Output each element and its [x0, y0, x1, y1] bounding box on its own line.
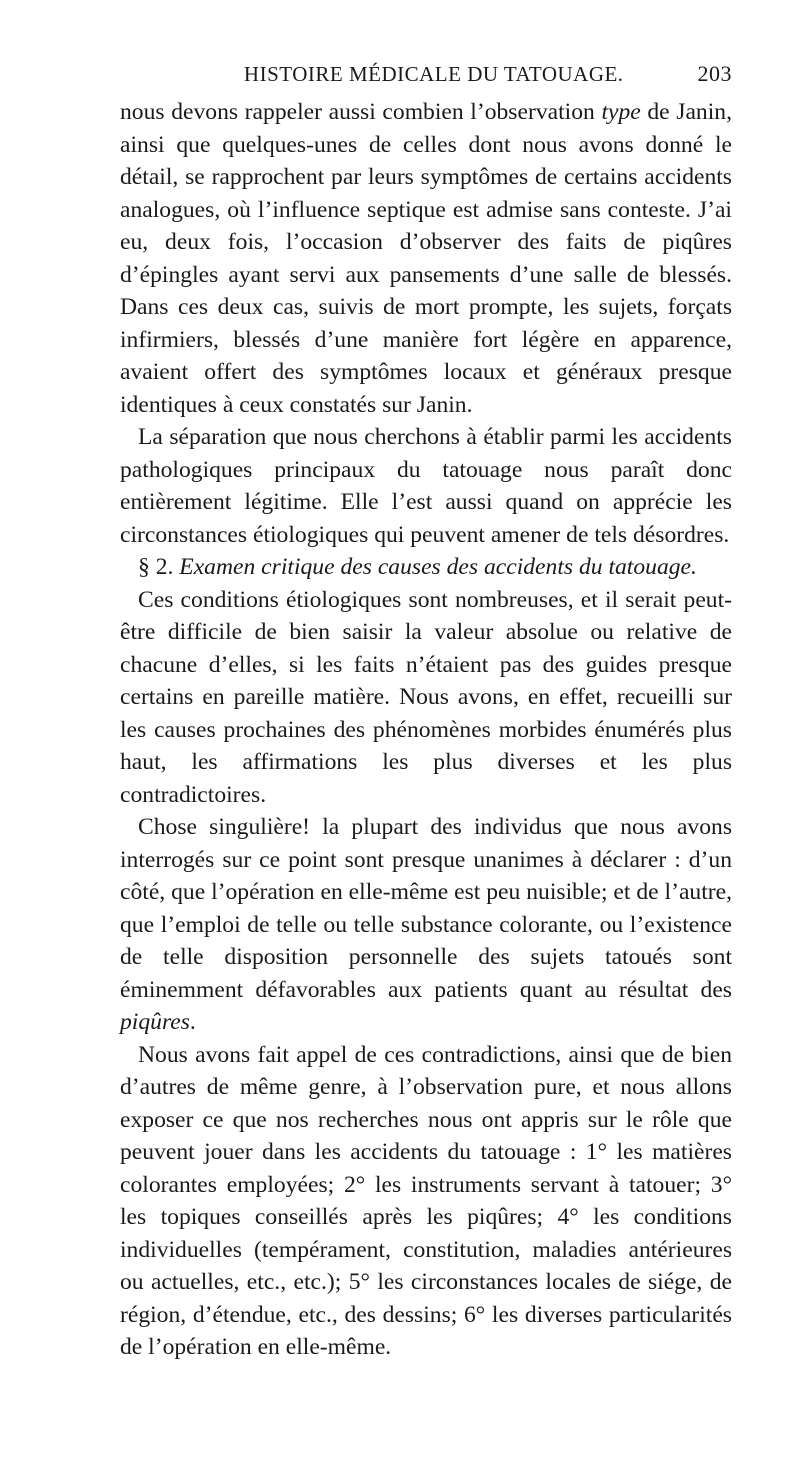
paragraph-1: [120, 96, 732, 421]
page-number: 203: [697, 61, 732, 86]
paragraph-3: Ces conditions étiologiques sont nombreuses, et il serait peut-être difficile de bien saisir la valeur absolue ou relative de chacune d’elles, si les faits n’étaient pas des guides presque certains en pareille matière. Nous avons, en effet, recueilli sur les causes prochaines des phénomènes morbides énumérés plus haut, les affirmations les plus diverses et les plus contradictoires.: [120, 586, 732, 808]
paragraph-2: La séparation que nous cherchons à établir parmi les accidents pathologiques principaux du tatouage nous paraît donc entièrement légitime. Elle l’est aussi quand on apprécie les circonstances étiologiques qui peuvent amener de tels désordres.: [120, 424, 732, 548]
paragraph-4-part-2: .: [189, 1009, 196, 1035]
running-title: HISTOIRE MÉDICALE DU TATOUAGE.: [243, 62, 624, 86]
paragraph-1-part-2: de Janin, ainsi que quelques-unes de celles dont nous avons donné le détail, se rapprochent par leurs symptômes de certains accidents analogues, où l’influence septique est admise sans conteste. J’ai eu, deux fois, l’occasion d’observer des faits de piqûres d’épingles ayant servi aux pansements d’une salle de blessés. Dans ces deux cas, suivis de mort prompte, les sujets, forçats infirmiers, blessés d’une manière fort légère en apparence, avaient offert des symptômes locaux et généraux presque identiques à ceux constatés sur Janin.: [120, 99, 732, 418]
section-heading: [120, 551, 732, 584]
running-head: [120, 58, 732, 90]
paragraph-1-emphasis: type: [601, 99, 641, 125]
paragraph-1-part-1: nous devons rappeler aussi combien l’observation: [120, 99, 602, 125]
paragraph-5: Nous avons fait appel de ces contradictions, ainsi que de bien d’autres de même genre, à l’observation pure, et nous allons exposer ce que nos recherches nous ont appris sur le rôle que peuvent jouer dans les accidents du tatouage : 1° les matières colorantes employées; 2° les instruments servant à tatouer; 3° les topiques conseillés après les piqûres; 4° les conditions individuelles (tempérament, constitution, maladies antérieures ou actuelles, etc., etc.); 5° les circonstances locales de siége, de région, d’étendue, etc., des dessins; 6° les diverses particularités de l’opération en elle-même.: [120, 1041, 732, 1360]
paragraph-4: [120, 811, 732, 1039]
section-number: § 2.: [138, 554, 174, 580]
paragraph-4-part-1: Chose singulière! la plupart des individus que nous avons interrogés sur ce point sont presque unanimes à déclarer : d’un côté, que l’opération en elle-même est peu nuisible; et de l’autre, que l’emploi de telle ou telle substance colorante, ou l’existence de telle disposition personnelle des sujets tatoués sont éminemment défavorables aux patients quant au résultat des: [120, 814, 732, 1003]
section-title: Examen critique des causes des accidents du tatouage.: [179, 554, 697, 580]
body-text: [120, 96, 732, 1364]
paragraph-4-emphasis: piqûres: [120, 1009, 190, 1035]
